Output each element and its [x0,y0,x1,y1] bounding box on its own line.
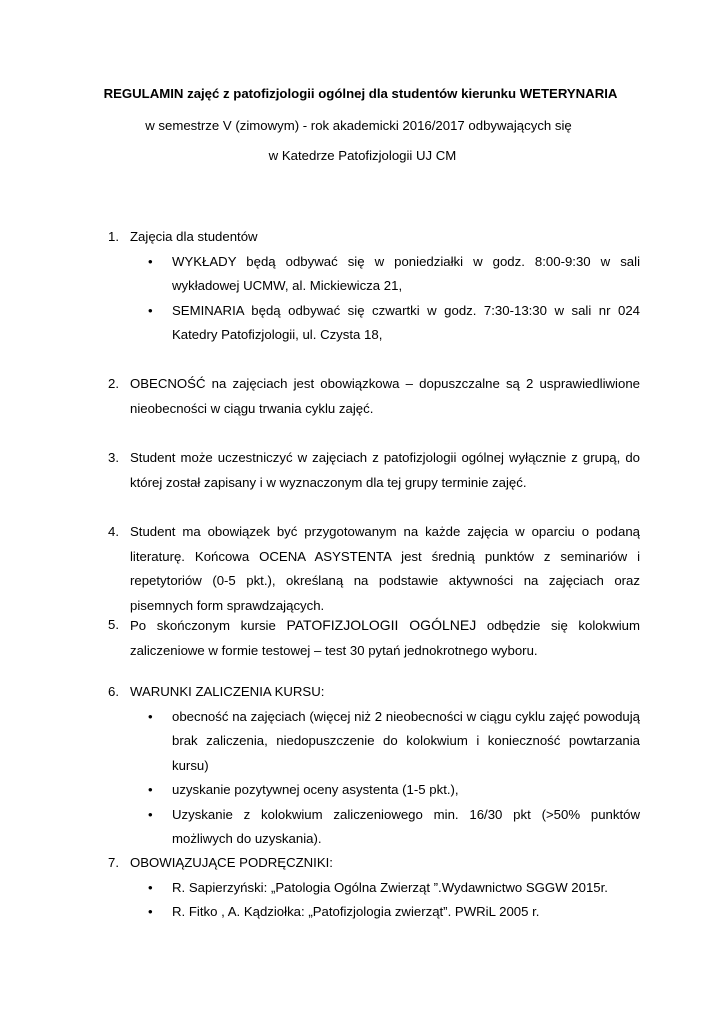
list-item-text: obecność na zajęciach (więcej niż 2 nieobecności w ciągu cyklu zajęć powodują brak zaliczenia, niedopuszczenie do kolokwium i konieczność powtarzania kursu) [172,708,640,773]
list-item [108,876,640,901]
section-1 [108,225,640,348]
section-5 [108,613,640,663]
document-subtitle-semester: w semestrze V (zimowym) - rok akademicki 2016/2017 odbywających się [145,118,572,133]
section-number: 5. [108,617,119,632]
section-text: Zajęcia dla studentów [130,229,258,244]
list-item-text: SEMINARIA będą odbywać się czwartki w godz. 7:30-13:30 w sali nr 024 Katedry Patofizjologii, ul. Czysta 18, [172,302,640,342]
section-text: Student może uczestniczyć w zajęciach z patofizjologii ogólnej wyłącznie z grupą, do której został zapisany i w wyznaczonym dla tej grupy terminie zajęć. [130,450,640,490]
section-text [130,613,640,663]
list-item [108,900,640,925]
list-item-text: uzyskanie pozytywnej oceny asystenta (1-5 pkt.), [172,782,459,797]
bullet-icon: • [148,879,153,895]
list-item [108,299,640,348]
list-item-text: WYKŁADY będą odbywać się w poniedziałki w godz. 8:00-9:30 w sali wykładowej UCMW, al. Mickiewicza 21, [172,253,640,293]
section-text-part: Po skończonym kursie [130,618,287,633]
section-text: OBECNOŚĆ na zajęciach jest obowiązkowa – dopuszczalne są 2 usprawiedliwione nieobecności w ciągu trwania cyklu zajęć. [130,376,640,416]
section-number: 3. [108,450,119,465]
section-text: Student ma obowiązek być przygotowanym na każde zajęcia w oparciu o podaną literaturę. Końcowa OCENA ASYSTENTA jest średnią punktów z seminariów i repetytoriów (0-5 pkt.), określaną na podstawie aktywności na zajęciach oraz pisemnych form sprawdzających. [130,524,640,613]
bullet-list [108,705,640,852]
section-text: WARUNKI ZALICZENIA KURSU: [130,684,325,699]
section-4 [108,520,640,618]
section-text: OBOWIĄZUJĄCE PODRĘCZNIKI: [130,855,333,870]
section-number: 6. [108,684,119,699]
section-6 [108,680,640,852]
section-3 [108,446,640,495]
bullet-icon: • [148,806,153,822]
bullet-icon: • [148,708,153,724]
document-subtitle-department: w Katedrze Patofizjologii UJ CM [268,148,457,163]
section-number: 4. [108,524,119,539]
bullet-icon: • [148,782,153,797]
bullet-icon: • [148,904,153,919]
list-item-text: Uzyskanie z kolokwium zaliczeniowego min. 16/30 pkt (>50% punktów możliwych do uzyskania). [172,806,640,846]
list-item-text: R. Sapierzyński: „Patologia Ogólna Zwierząt ”.Wydawnictwo SGGW 2015r. [172,879,608,895]
document-title: REGULAMIN zajęć z patofizjologii ogólnej dla studentów kierunku WETERYNARIA [103,86,618,101]
list-item [108,803,640,852]
section-text-part: odbędzie się kolokwium zaliczeniowe w formie testowej – test 30 pytań jednokrotnego wyboru. [130,618,640,658]
list-item [108,778,640,803]
section-number: 2. [108,376,119,391]
section-2 [108,372,640,421]
list-item [108,705,640,779]
section-number: 7. [108,855,119,870]
list-item-text: R. Fitko , A. Kądziołka: „Patofizjologia zwierząt”. PWRiL 2005 r. [172,904,540,919]
section-number: 1. [108,229,119,244]
bullet-icon: • [148,253,153,269]
course-name: PATOFIZJOLOGII OGÓLNEJ [286,617,477,633]
bullet-icon: • [148,302,153,318]
bullet-list [108,250,640,348]
section-7 [108,851,640,925]
bullet-list [108,876,640,925]
list-item [108,250,640,299]
